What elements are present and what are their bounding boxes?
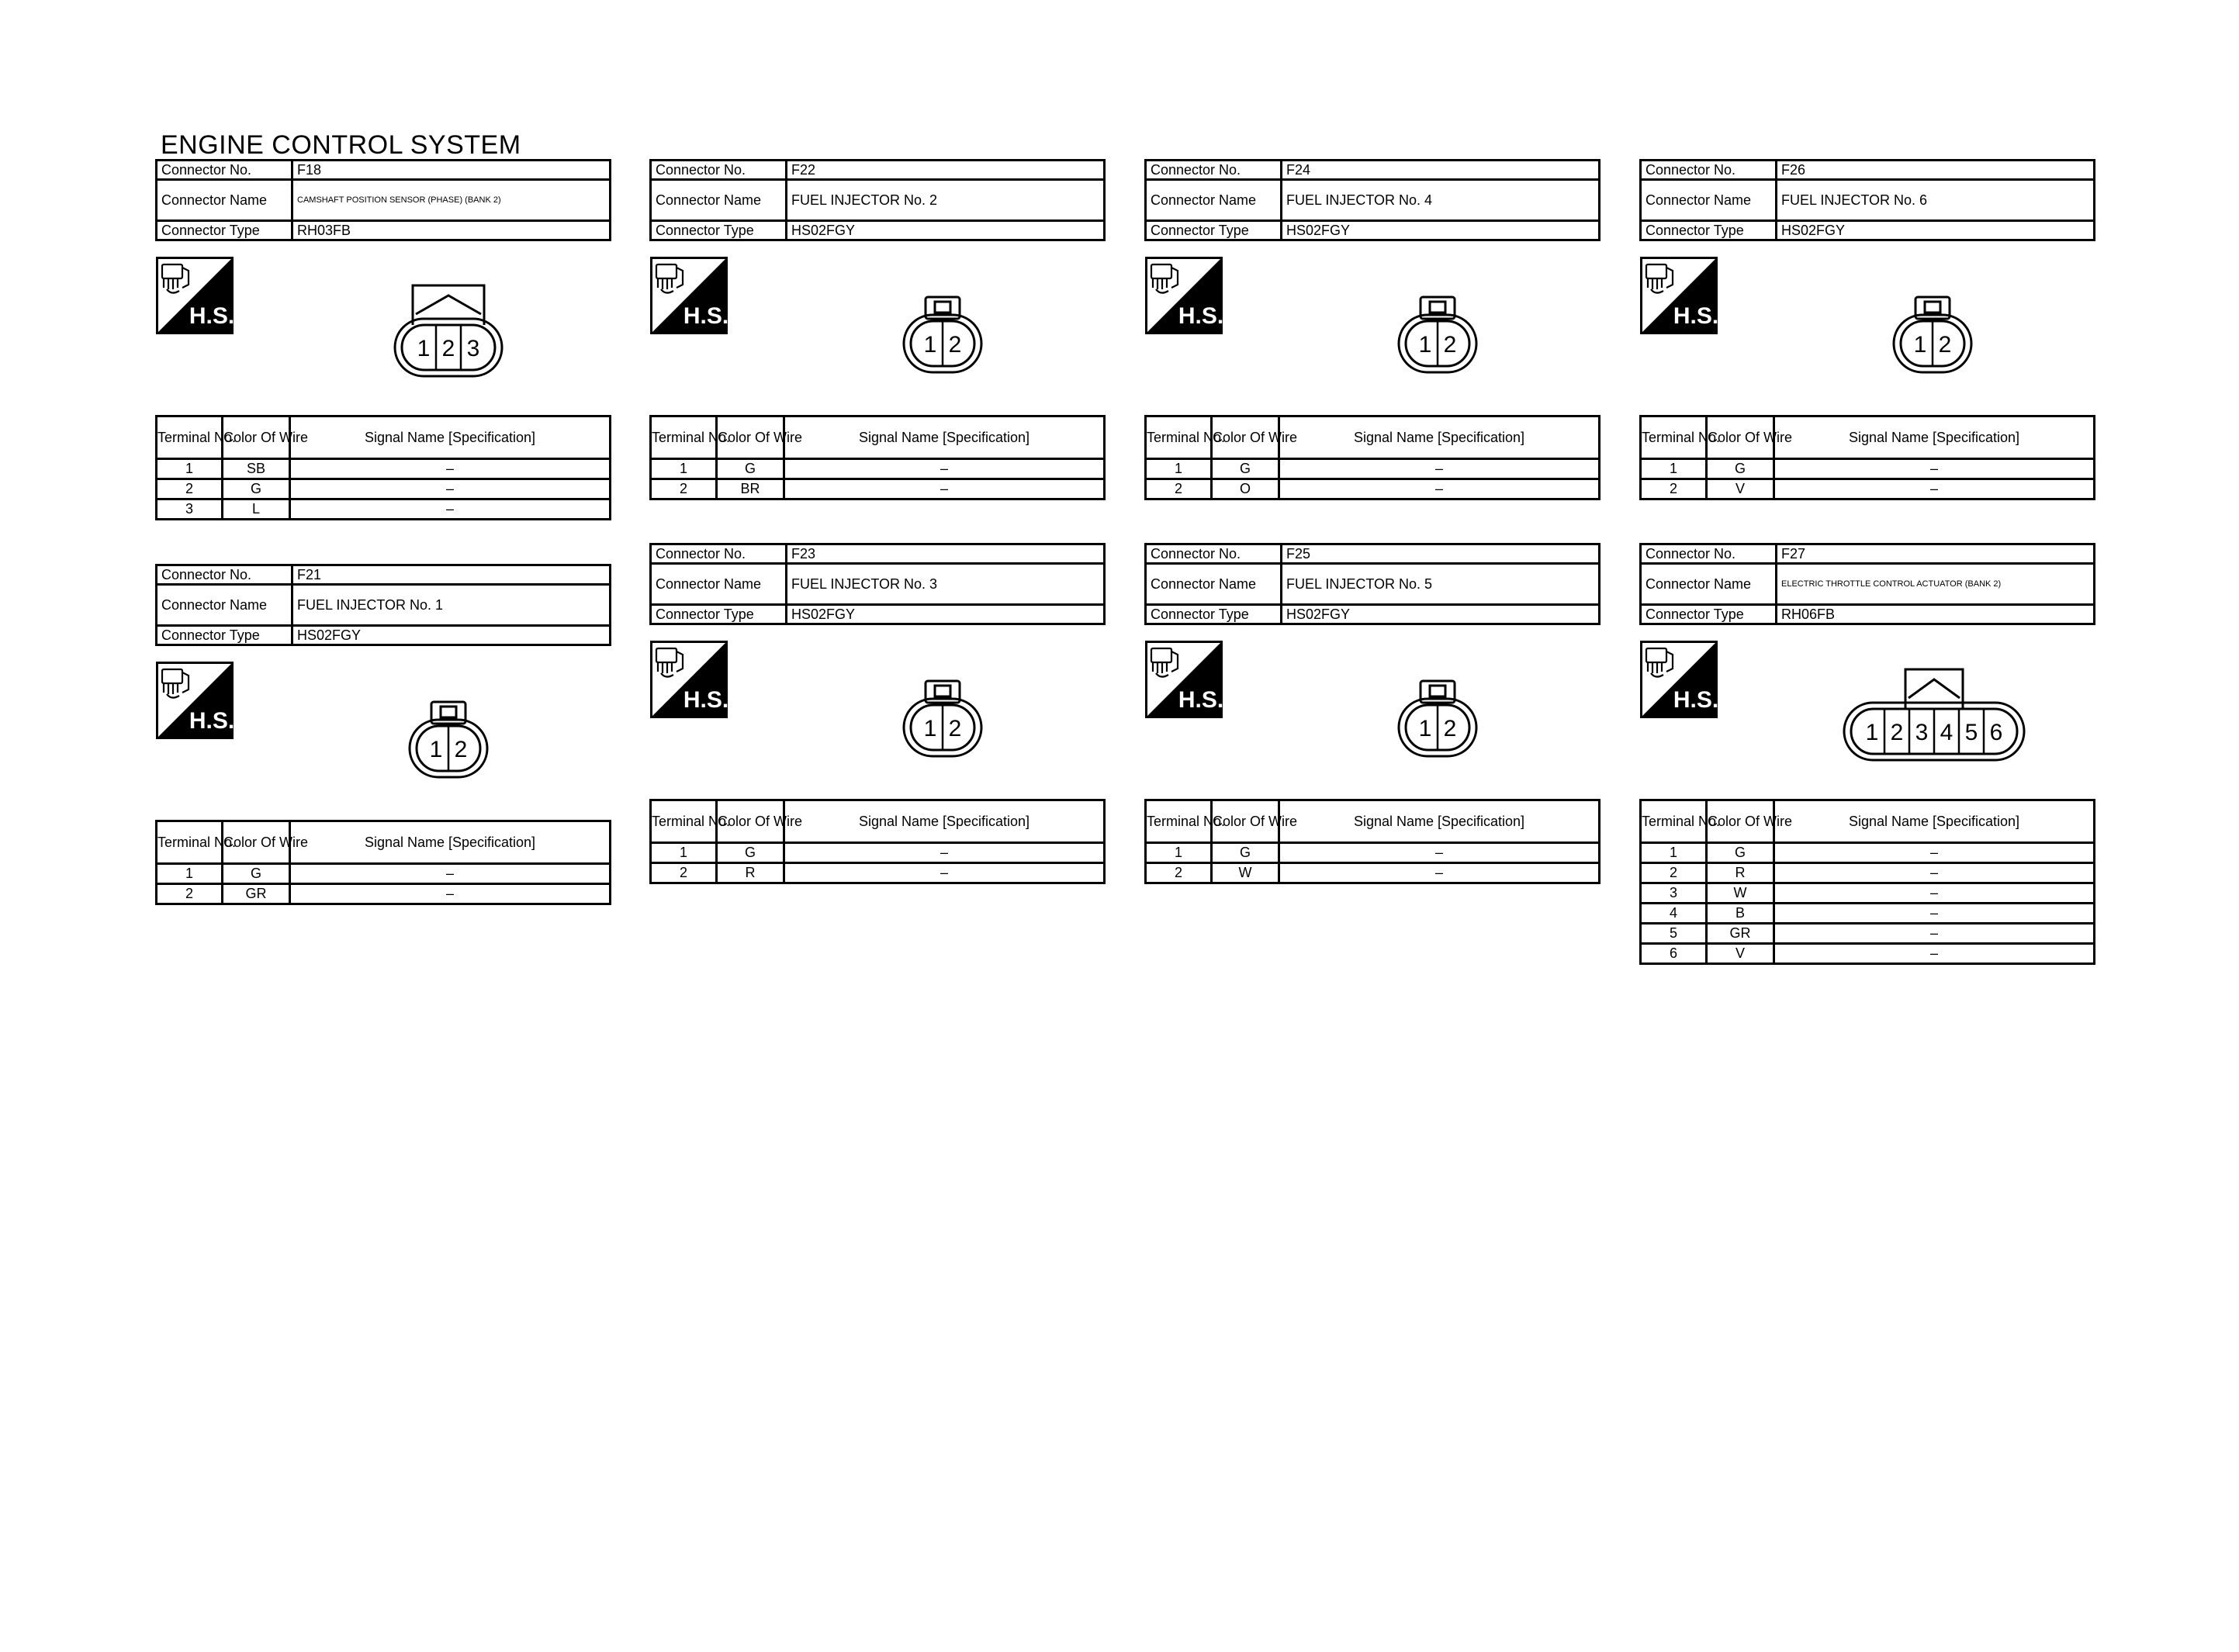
connector-type-label: Connector Type [1641, 221, 1777, 240]
connector-no-label: Connector No. [157, 565, 292, 585]
connector-name-label: Connector Name [1641, 564, 1777, 605]
signal-name-cell: – [1774, 924, 2095, 944]
connector-name-value: FUEL INJECTOR No. 4 [1282, 180, 1600, 221]
signal-name-cell: – [784, 843, 1105, 863]
connector-name-value: CAMSHAFT POSITION SENSOR (PHASE) (BANK 2) [292, 180, 611, 221]
signal-name-cell: – [290, 499, 611, 520]
wire-color-cell: O [1212, 479, 1279, 499]
wire-color-cell: G [717, 459, 784, 479]
connector-face-diagram [1843, 667, 2026, 763]
connector-face-diagram [1397, 295, 1478, 375]
connector-no-value: F23 [787, 544, 1105, 564]
wire-color-cell: L [223, 499, 290, 520]
terminal-table-f24 [1144, 415, 1601, 500]
wire-color-cell: G [223, 479, 290, 499]
table-row [157, 499, 611, 520]
connector-name-label: Connector Name [157, 180, 292, 221]
connector-name-label: Connector Name [1146, 180, 1282, 221]
wire-color-header: Color Of Wire [717, 416, 784, 459]
connector-type-label: Connector Type [157, 221, 292, 240]
terminal-no-header: Terminal No. [651, 416, 717, 459]
terminal-no-cell: 2 [1146, 479, 1212, 499]
table-row [157, 459, 611, 479]
table-row [651, 863, 1105, 883]
signal-name-cell: – [1279, 459, 1600, 479]
wire-color-header: Color Of Wire [223, 416, 290, 459]
pin-number: 2 [1443, 332, 1457, 358]
terminal-no-cell: 2 [157, 479, 223, 499]
terminal-no-header: Terminal No. [1146, 416, 1212, 459]
connector-no-label: Connector No. [1146, 161, 1282, 180]
connector-no-label: Connector No. [1641, 161, 1777, 180]
harness-side-label: H.S. [1178, 687, 1224, 713]
pin-number: 1 [923, 716, 937, 741]
wire-color-cell: BR [717, 479, 784, 499]
harness-side-label: H.S. [1673, 687, 1719, 713]
connector-type-value: RH03FB [292, 221, 611, 240]
terminal-table-f25 [1144, 799, 1601, 884]
signal-name-header: Signal Name [Specification] [1774, 416, 2095, 459]
connector-type-label: Connector Type [1146, 221, 1282, 240]
terminal-table-f22 [649, 415, 1106, 500]
connector-face-diagram [1397, 679, 1478, 759]
connector-no-label: Connector No. [651, 161, 787, 180]
pin-number: 1 [1865, 720, 1879, 745]
wire-color-cell: G [1212, 459, 1279, 479]
terminal-no-header: Terminal No. [1146, 800, 1212, 843]
connector-type-value: RH06FB [1777, 605, 2095, 624]
wire-color-cell: G [717, 843, 784, 863]
signal-name-header: Signal Name [Specification] [784, 416, 1105, 459]
pin-number: 1 [923, 332, 937, 358]
table-row [1146, 863, 1600, 883]
pin-number: 1 [1418, 332, 1432, 358]
connector-type-value: HS02FGY [787, 605, 1105, 624]
signal-name-cell: – [290, 479, 611, 499]
pin-number: 2 [948, 716, 962, 741]
signal-name-cell: – [1774, 863, 2095, 883]
wire-color-cell: B [1707, 904, 1774, 924]
wire-color-header: Color Of Wire [223, 821, 290, 864]
signal-name-cell: – [784, 479, 1105, 499]
table-row [1641, 904, 2095, 924]
connector-type-value: HS02FGY [1282, 605, 1600, 624]
connector-header-f24 [1144, 159, 1601, 241]
connector-name-label: Connector Name [651, 564, 787, 605]
terminal-no-header: Terminal No. [651, 800, 717, 843]
terminal-no-cell: 4 [1641, 904, 1707, 924]
connector-name-value: ELECTRIC THROTTLE CONTROL ACTUATOR (BANK 2) [1777, 564, 2095, 605]
connector-face-diagram [902, 679, 983, 759]
harness-side-label: H.S. [683, 303, 729, 329]
wire-color-cell: R [1707, 863, 1774, 883]
connector-no-value: F18 [292, 161, 611, 180]
table-row [1641, 863, 2095, 883]
connector-name-value: FUEL INJECTOR No. 3 [787, 564, 1105, 605]
connector-face-diagram [902, 295, 983, 375]
signal-name-cell: – [1774, 944, 2095, 964]
pin-number: 2 [1890, 720, 1904, 745]
table-row [157, 479, 611, 499]
connector-header-f25 [1144, 543, 1601, 625]
pin-number: 1 [417, 336, 431, 361]
signal-name-header: Signal Name [Specification] [1774, 800, 2095, 843]
pin-number: 3 [1915, 720, 1929, 745]
wire-color-cell: G [1707, 459, 1774, 479]
table-row [651, 843, 1105, 863]
terminal-no-header: Terminal No. [1641, 416, 1707, 459]
harness-side-label: H.S. [189, 708, 235, 734]
harness-side-icon [1145, 641, 1223, 718]
connector-header-f21 [155, 564, 611, 646]
pin-number: 2 [1443, 716, 1457, 741]
harness-side-icon [1145, 257, 1223, 334]
wire-color-header: Color Of Wire [1212, 800, 1279, 843]
signal-name-cell: – [290, 884, 611, 904]
harness-side-icon [650, 641, 728, 718]
pin-number: 1 [1418, 716, 1432, 741]
terminal-table-f26 [1639, 415, 2095, 500]
table-row [157, 864, 611, 884]
wire-color-cell: G [1707, 843, 1774, 863]
connector-type-label: Connector Type [1641, 605, 1777, 624]
wire-color-cell: SB [223, 459, 290, 479]
connector-no-value: F26 [1777, 161, 2095, 180]
terminal-no-cell: 1 [1641, 459, 1707, 479]
connector-header-f18 [155, 159, 611, 241]
table-row [1641, 924, 2095, 944]
connector-face-diagram [408, 700, 489, 780]
wire-color-header: Color Of Wire [1707, 416, 1774, 459]
signal-name-cell: – [290, 864, 611, 884]
signal-name-cell: – [784, 863, 1105, 883]
connector-name-value: FUEL INJECTOR No. 2 [787, 180, 1105, 221]
table-row [1146, 479, 1600, 499]
pin-number: 3 [466, 336, 480, 361]
terminal-table-f21 [155, 820, 611, 905]
wire-color-cell: G [223, 864, 290, 884]
terminal-no-cell: 2 [157, 884, 223, 904]
connector-type-value: HS02FGY [1282, 221, 1600, 240]
signal-name-cell: – [1774, 479, 2095, 499]
connector-type-label: Connector Type [651, 221, 787, 240]
terminal-no-cell: 1 [1641, 843, 1707, 863]
wire-color-cell: V [1707, 944, 1774, 964]
wire-color-header: Color Of Wire [1707, 800, 1774, 843]
signal-name-header: Signal Name [Specification] [1279, 416, 1600, 459]
connector-header-f22 [649, 159, 1106, 241]
connector-type-label: Connector Type [157, 626, 292, 645]
harness-side-icon [1640, 257, 1718, 334]
connector-type-value: HS02FGY [1777, 221, 2095, 240]
table-row [1641, 944, 2095, 964]
connector-name-label: Connector Name [651, 180, 787, 221]
connector-name-value: FUEL INJECTOR No. 1 [292, 585, 611, 626]
wire-color-header: Color Of Wire [717, 800, 784, 843]
table-row [651, 479, 1105, 499]
wire-color-cell: GR [223, 884, 290, 904]
connector-no-value: F22 [787, 161, 1105, 180]
terminal-no-header: Terminal No. [157, 416, 223, 459]
table-row [1641, 843, 2095, 863]
connector-no-label: Connector No. [157, 161, 292, 180]
connector-name-label: Connector Name [157, 585, 292, 626]
connector-header-f26 [1639, 159, 2095, 241]
signal-name-cell: – [290, 459, 611, 479]
terminal-no-cell: 2 [1146, 863, 1212, 883]
pin-number: 2 [1938, 332, 1952, 358]
wire-color-cell: W [1707, 883, 1774, 904]
terminal-no-cell: 1 [157, 459, 223, 479]
terminal-no-cell: 2 [1641, 479, 1707, 499]
signal-name-cell: – [1774, 904, 2095, 924]
harness-side-icon [1640, 641, 1718, 718]
pin-number: 1 [1913, 332, 1927, 358]
harness-side-icon [156, 662, 234, 739]
table-row [1641, 459, 2095, 479]
connector-type-label: Connector Type [1146, 605, 1282, 624]
table-row [1146, 459, 1600, 479]
pin-number: 2 [454, 737, 468, 762]
pin-number: 2 [441, 336, 455, 361]
terminal-no-cell: 3 [157, 499, 223, 520]
wire-color-cell: G [1212, 843, 1279, 863]
wire-color-header: Color Of Wire [1212, 416, 1279, 459]
pin-number: 5 [1964, 720, 1978, 745]
terminal-no-cell: 3 [1641, 883, 1707, 904]
table-row [1146, 843, 1600, 863]
terminal-table-f23 [649, 799, 1106, 884]
connector-no-value: F25 [1282, 544, 1600, 564]
table-row [157, 884, 611, 904]
wire-color-cell: V [1707, 479, 1774, 499]
connector-name-value: FUEL INJECTOR No. 6 [1777, 180, 2095, 221]
terminal-no-header: Terminal No. [157, 821, 223, 864]
harness-side-label: H.S. [683, 687, 729, 713]
terminal-table-f18 [155, 415, 611, 520]
connector-no-value: F21 [292, 565, 611, 585]
signal-name-header: Signal Name [Specification] [290, 416, 611, 459]
terminal-no-cell: 1 [651, 459, 717, 479]
connector-no-value: F27 [1777, 544, 2095, 564]
signal-name-header: Signal Name [Specification] [290, 821, 611, 864]
terminal-no-cell: 2 [1641, 863, 1707, 883]
terminal-no-cell: 5 [1641, 924, 1707, 944]
connector-face-diagram [1892, 295, 1973, 375]
signal-name-cell: – [1774, 843, 2095, 863]
page-title: ENGINE CONTROL SYSTEM [161, 130, 521, 160]
signal-name-cell: – [784, 459, 1105, 479]
signal-name-cell: – [1279, 479, 1600, 499]
connector-no-label: Connector No. [651, 544, 787, 564]
pin-number: 1 [429, 737, 443, 762]
harness-side-label: H.S. [189, 303, 235, 329]
connector-no-label: Connector No. [1146, 544, 1282, 564]
table-row [1641, 883, 2095, 904]
terminal-no-cell: 2 [651, 479, 717, 499]
wire-color-cell: GR [1707, 924, 1774, 944]
connector-type-value: HS02FGY [787, 221, 1105, 240]
signal-name-header: Signal Name [Specification] [1279, 800, 1600, 843]
connector-no-label: Connector No. [1641, 544, 1777, 564]
harness-side-icon [156, 257, 234, 334]
connector-header-f27 [1639, 543, 2095, 625]
terminal-no-cell: 6 [1641, 944, 1707, 964]
pin-number: 2 [948, 332, 962, 358]
connector-name-label: Connector Name [1641, 180, 1777, 221]
pin-number: 4 [1940, 720, 1954, 745]
connector-name-label: Connector Name [1146, 564, 1282, 605]
wire-color-cell: W [1212, 863, 1279, 883]
harness-side-icon [650, 257, 728, 334]
connector-face-diagram [393, 283, 504, 379]
connector-name-value: FUEL INJECTOR No. 5 [1282, 564, 1600, 605]
signal-name-cell: – [1279, 843, 1600, 863]
terminal-no-cell: 1 [157, 864, 223, 884]
terminal-no-cell: 1 [651, 843, 717, 863]
wire-color-cell: R [717, 863, 784, 883]
pin-number: 6 [1989, 720, 2003, 745]
terminal-no-cell: 2 [651, 863, 717, 883]
signal-name-cell: – [1774, 459, 2095, 479]
table-row [651, 459, 1105, 479]
connector-no-value: F24 [1282, 161, 1600, 180]
harness-side-label: H.S. [1178, 303, 1224, 329]
terminal-no-header: Terminal No. [1641, 800, 1707, 843]
signal-name-header: Signal Name [Specification] [784, 800, 1105, 843]
terminal-no-cell: 1 [1146, 459, 1212, 479]
connector-header-f23 [649, 543, 1106, 625]
harness-side-label: H.S. [1673, 303, 1719, 329]
table-row [1641, 479, 2095, 499]
signal-name-cell: – [1774, 883, 2095, 904]
connector-type-value: HS02FGY [292, 626, 611, 645]
connector-type-label: Connector Type [651, 605, 787, 624]
signal-name-cell: – [1279, 863, 1600, 883]
terminal-no-cell: 1 [1146, 843, 1212, 863]
terminal-table-f27 [1639, 799, 2095, 965]
